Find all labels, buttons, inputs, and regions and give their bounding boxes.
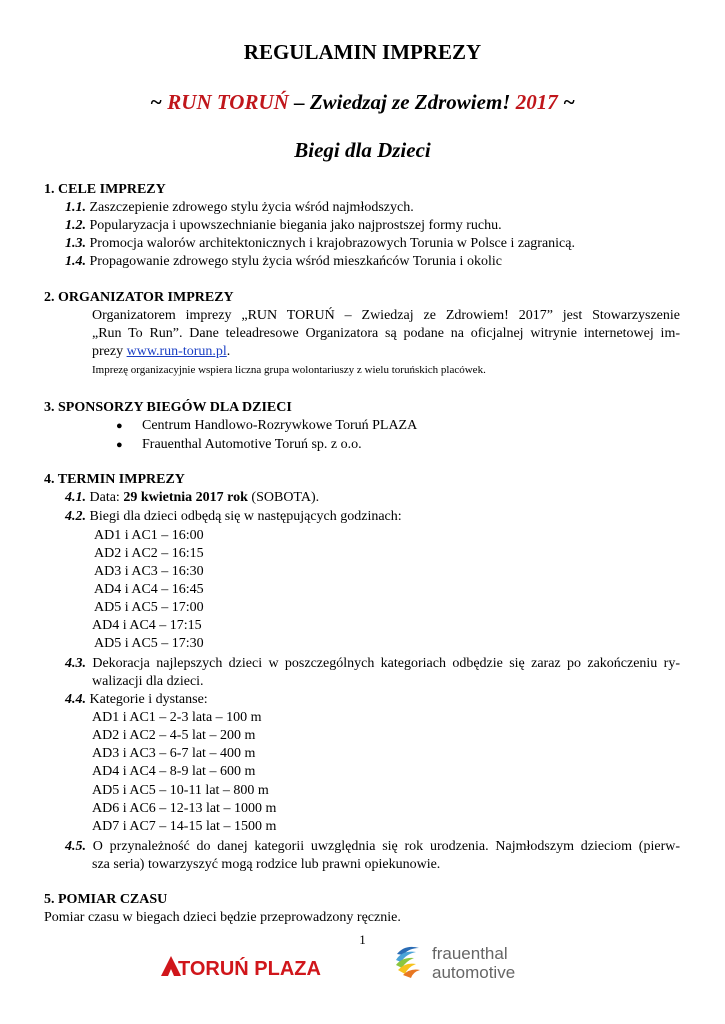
frauenthal-logo-line-2: automotive — [432, 963, 516, 982]
date-suffix: (SOBOTA). — [247, 490, 320, 505]
event-subtitle — [0, 90, 725, 115]
category-row: AD3 i AC3 – 6-7 lat – 400 m — [92, 746, 256, 761]
item-number: 1.1. — [65, 200, 86, 215]
bullet-icon: ● — [116, 439, 123, 451]
schedule-row: AD5 i AC5 – 17:00 — [94, 600, 204, 615]
category-row: AD1 i AC1 – 2-3 lata – 100 m — [92, 710, 262, 725]
section-4-heading: 4. TERMIN IMPREZY — [44, 472, 185, 487]
item-number: 4.5. — [65, 839, 86, 854]
awards-line-1: Dekoracja najlepszych dzieci w poszczególnych kategoriach odbędzie się zaraz po zakończeniu ry- — [92, 656, 680, 671]
category-row: AD7 i AC7 – 14-15 lat – 1500 m — [92, 819, 277, 834]
schedule-row: AD5 i AC5 – 17:30 — [94, 636, 204, 651]
sponsor-list-item — [116, 436, 362, 454]
bullet-icon: ● — [116, 420, 123, 432]
timing-text: Pomiar czasu w biegach dzieci będzie przeprowadzony ręcznie. — [44, 910, 401, 925]
section-3-heading: 3. SPONSORZY BIEGÓW DLA DZIECI — [44, 400, 292, 415]
section-2-heading: 2. ORGANIZATOR IMPREZY — [44, 290, 234, 305]
category-rule-line-2: sza seria) towarzyszyć mogą rodzice lub prawni opiekunowie. — [92, 857, 441, 872]
awards-item — [65, 655, 680, 673]
frauenthal-swirl-icon — [395, 947, 425, 978]
schedule-row: AD2 i AC2 – 16:15 — [94, 546, 204, 561]
sponsor-name: Frauenthal Automotive Toruń sp. z o.o. — [142, 437, 362, 452]
schedule-intro — [65, 508, 402, 526]
item-number: 1.4. — [65, 254, 86, 269]
event-name: Biegi dla Dzieci — [294, 138, 431, 162]
item-text: Zaszczepienie zdrowego stylu życia wśród najmłodszych. — [89, 200, 414, 215]
item-text: Promocja walorów architektonicznych i krajobrazowych Torunia w Polsce i zagranicą. — [89, 236, 575, 251]
section-1-item — [65, 235, 575, 253]
item-number: 4.2. — [65, 509, 86, 524]
organizer-line-2: „Run To Run”. Dane teleadresowe Organizatora są podane na oficjalnej witrynie internetowej im- — [92, 326, 680, 341]
section-1-item — [65, 217, 502, 235]
item-text: Biegi dla dzieci odbędą się w następujących godzinach: — [89, 509, 402, 524]
item-text: Kategorie i dystanse: — [89, 692, 208, 707]
plaza-triangle-icon — [160, 953, 338, 979]
item-number: 4.1. — [65, 490, 86, 505]
event-date: 29 kwietnia 2017 rok — [123, 490, 248, 505]
plaza-logo-text: TORUŃ PLAZA — [178, 958, 321, 979]
sponsor-name: Centrum Handlowo-Rozrywkowe Toruń PLAZA — [142, 418, 418, 433]
schedule-row: AD4 i AC4 – 16:45 — [94, 582, 204, 597]
section-5-heading: 5. POMIAR CZASU — [44, 892, 168, 907]
organizer-line-3-prefix: prezy — [92, 344, 127, 359]
awards-line-2: walizacji dla dzieci. — [92, 674, 204, 689]
section-1-item — [65, 199, 414, 217]
categories-intro — [65, 691, 208, 709]
subtitle-middle: – Zwiedzaj ze Zdrowiem! — [288, 90, 516, 114]
item-number: 4.3. — [65, 656, 86, 671]
torun-plaza-logo — [160, 953, 338, 979]
section-1-item — [65, 253, 502, 271]
category-row: AD4 i AC4 – 8-9 lat – 600 m — [92, 764, 256, 779]
subtitle-prefix: ~ — [150, 90, 168, 114]
document-title: REGULAMIN IMPREZY — [243, 40, 482, 64]
schedule-row: AD4 i AC4 – 17:15 — [92, 618, 202, 633]
subtitle-suffix: ~ — [557, 90, 575, 114]
item-number: 1.3. — [65, 236, 86, 251]
section-1-heading: 1. CELE IMPREZY — [44, 182, 166, 197]
category-row: AD5 i AC5 – 10-11 lat – 800 m — [92, 783, 269, 798]
subtitle-run-torun: RUN TORUŃ — [167, 90, 289, 114]
subtitle-year: 2017 — [515, 90, 558, 114]
category-row: AD2 i AC2 – 4-5 lat – 200 m — [92, 728, 256, 743]
category-row: AD6 i AC6 – 12-13 lat – 1000 m — [92, 801, 277, 816]
date-item — [65, 489, 319, 507]
date-label: Data: — [89, 490, 124, 505]
frauenthal-logo-line-1: frauenthal — [432, 944, 508, 963]
frauenthal-logo — [392, 940, 532, 984]
organizer-line-3-suffix: . — [226, 344, 231, 359]
volunteer-note: Imprezę organizacyjnie wspiera liczna grupa wolontariuszy z wielu toruńskich placówek. — [92, 364, 486, 376]
organizer-line-3 — [92, 343, 230, 361]
schedule-row: AD3 i AC3 – 16:30 — [94, 564, 204, 579]
category-rule-item — [65, 838, 680, 856]
sponsor-list-item — [116, 417, 417, 435]
category-rule-line-1: O przynależność do danej kategorii uwzględnia się rok urodzenia. Najmłodszym dzieciom (pierw- — [92, 839, 681, 854]
item-number: 4.4. — [65, 692, 86, 707]
page-number: 1 — [359, 932, 366, 947]
website-link[interactable]: www.run-torun.pl — [126, 344, 227, 359]
item-number: 1.2. — [65, 218, 86, 233]
schedule-row: AD1 i AC1 – 16:00 — [94, 528, 204, 543]
item-text: Propagowanie zdrowego stylu życia wśród mieszkańców Torunia i okolic — [89, 254, 502, 269]
item-text: Popularyzacja i upowszechnianie biegania jako najprostszej formy ruchu. — [89, 218, 502, 233]
organizer-line-1: Organizatorem imprezy „RUN TORUŃ – Zwiedzaj ze Zdrowiem! 2017” jest Stowarzyszenie — [92, 308, 680, 323]
